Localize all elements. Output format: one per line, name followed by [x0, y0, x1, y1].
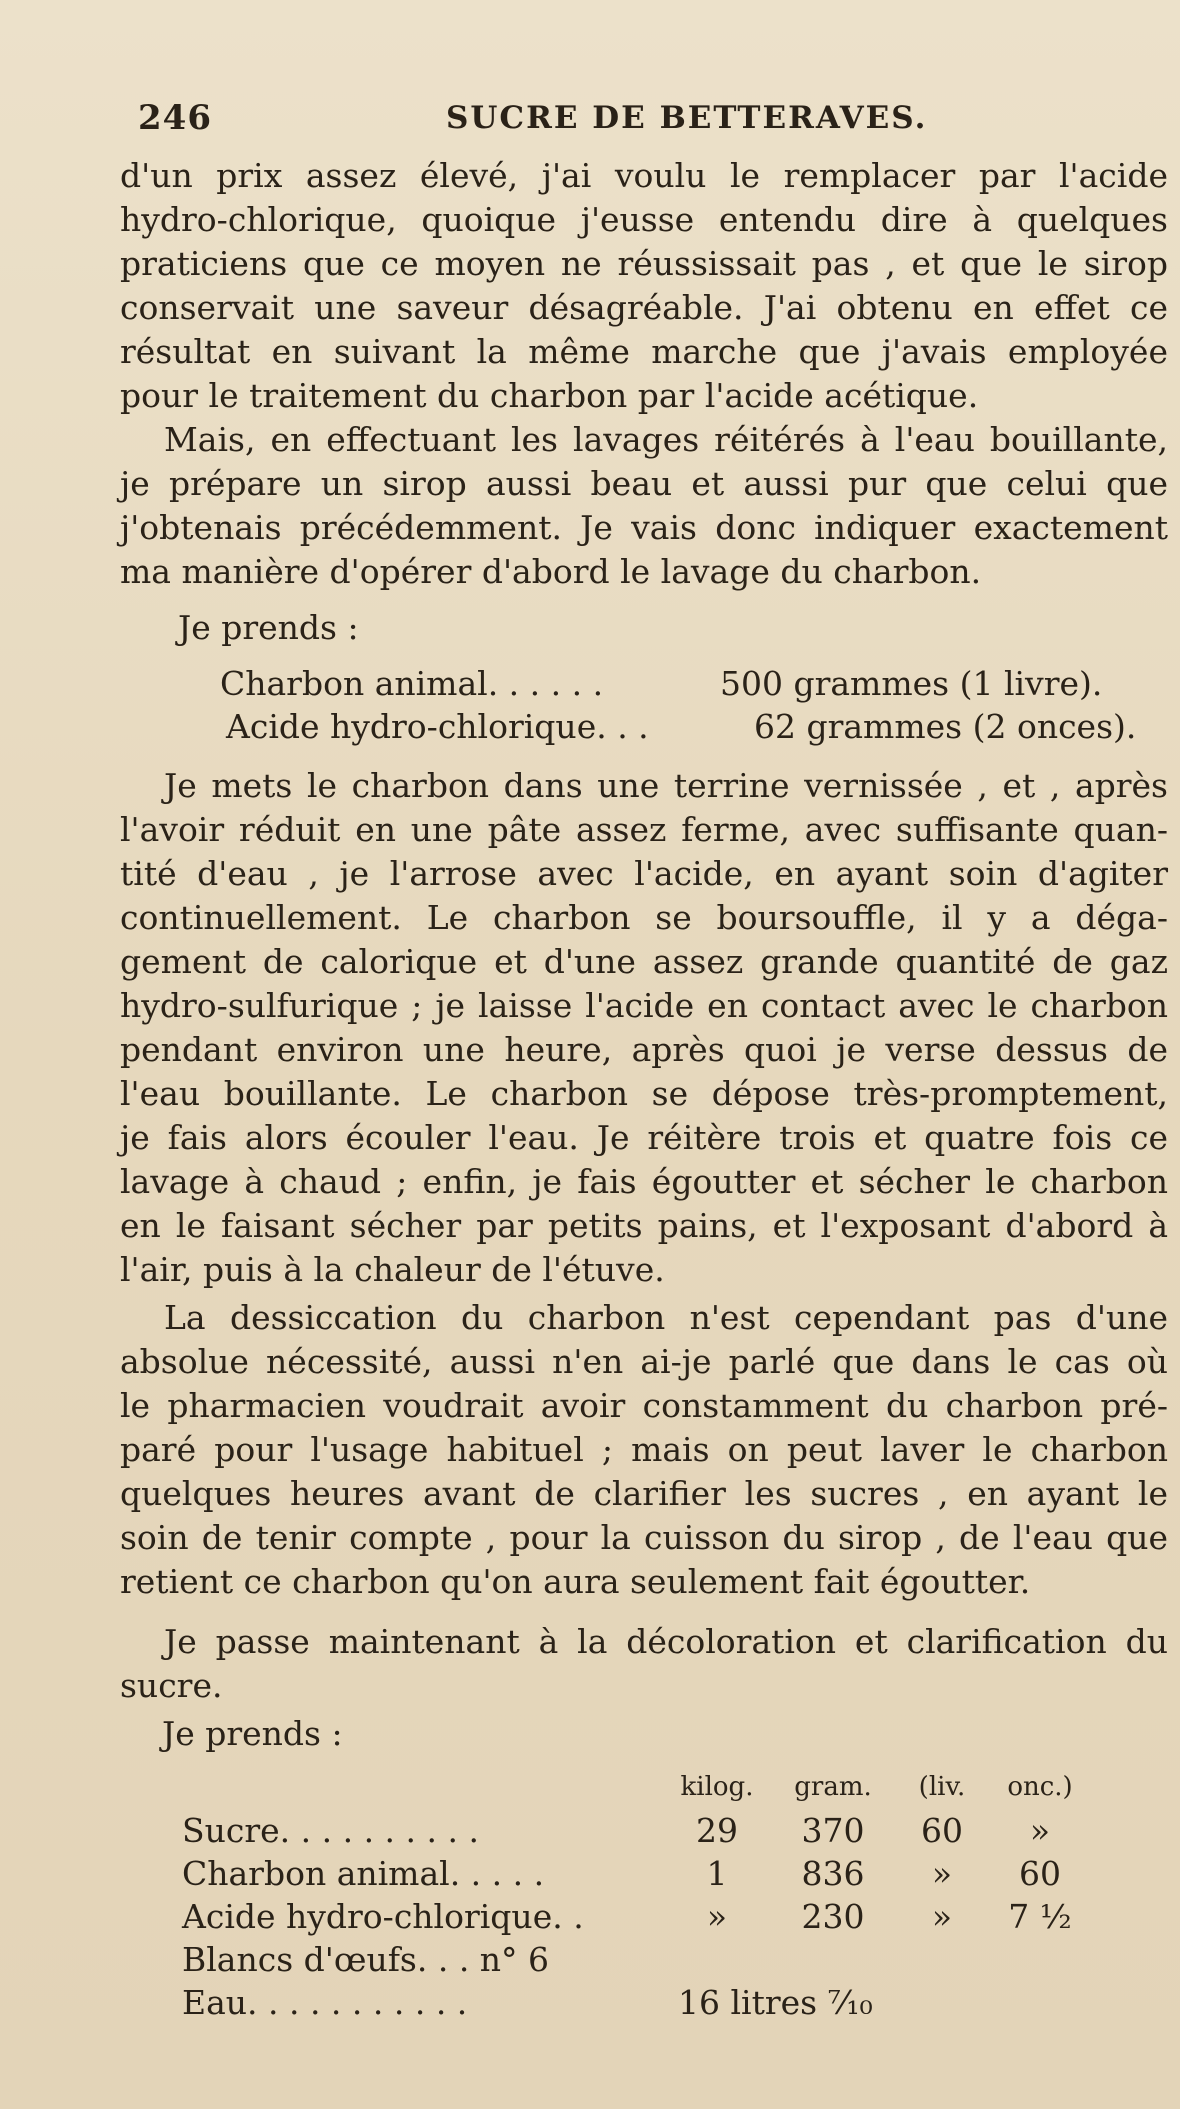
- table-row: [182, 1852, 1088, 1895]
- je-prends-2: Je prends :: [162, 1714, 343, 1753]
- text-line: continuellement. Le charbon se boursouffle, il y a déga-: [120, 898, 1168, 937]
- text-line: paré pour l'usage habituel ; mais on peut laver le charbon: [120, 1430, 1168, 1469]
- table-row: [220, 705, 1136, 748]
- gram-cell: 230: [801, 1897, 865, 1936]
- text-line: Je mets le charbon dans une terrine vernissée , et , après: [164, 766, 1168, 805]
- text-line: gement de calorique et d'une assez grande quantité de gaz: [120, 942, 1168, 981]
- table-row: [182, 1895, 1088, 1938]
- text-line: je prépare un sirop aussi beau et aussi pur que celui que: [120, 464, 1168, 503]
- table-row: [220, 662, 1136, 705]
- onc-cell: [992, 1981, 1088, 2024]
- text-line: l'air, puis à la chaleur de l'étuve.: [120, 1250, 665, 1289]
- column-header-liv: (liv.: [918, 1772, 966, 1802]
- gram-cell: 370: [801, 1811, 865, 1850]
- running-head: SUCRE DE BETTERAVES.: [446, 100, 928, 136]
- text-line: lavage à chaud ; enfin, je fais égoutter et sécher le charbon: [120, 1162, 1168, 1201]
- paragraph-2: [120, 418, 1168, 594]
- kilog-cell: 16 litres ⁷⁄₁₀: [678, 1983, 873, 2022]
- page-header: [138, 98, 1168, 144]
- liv-cell: 60: [921, 1811, 963, 1850]
- text-line: conservait une saveur désagréable. J'ai obtenu en effet ce: [120, 288, 1168, 327]
- text-line: d'un prix assez élevé, j'ai voulu le remplacer par l'acide: [120, 156, 1168, 195]
- table-row: [182, 1981, 1088, 2024]
- text-line: hydro-sulfurique ; je laisse l'acide en contact avec le charbon: [120, 986, 1168, 1025]
- liv-cell: »: [931, 1854, 953, 1893]
- recipe-ingredient: Sucre. . . . . . . . . .: [182, 1811, 479, 1850]
- gram-cell: [774, 1938, 892, 1981]
- liv-cell: [892, 1938, 992, 1981]
- text-line: tité d'eau , je l'arrose avec l'acide, en ayant soin d'agiter: [120, 854, 1168, 893]
- kilog-cell: [660, 1938, 774, 1981]
- text-line: l'avoir réduit en une pâte assez ferme, avec suffisante quan-: [120, 810, 1168, 849]
- text-line: j'obtenais précédemment. Je vais donc indiquer exactement: [120, 508, 1168, 547]
- text-line: absolue nécessité, aussi n'en ai-je parlé que dans le cas où: [120, 1342, 1168, 1381]
- table-header-row: [182, 1766, 1088, 1809]
- text-line: en le faisant sécher par petits pains, et l'exposant d'abord à: [120, 1206, 1168, 1245]
- recipe-ingredient: Eau. . . . . . . . . . .: [182, 1983, 468, 2022]
- recipe-table-1: [220, 662, 1136, 748]
- page-number: 246: [138, 98, 212, 138]
- text-line: l'eau bouillante. Le charbon se dépose très-promptement,: [120, 1074, 1168, 1113]
- recipe-table-2: [182, 1766, 1088, 2024]
- text-line: pendant environ une heure, après quoi je verse dessus de: [120, 1030, 1168, 1069]
- recipe-ingredient: Acide hydro-chlorique. .: [182, 1897, 584, 1936]
- column-header-gram: gram.: [794, 1772, 872, 1802]
- je-prends-1: Je prends :: [178, 608, 359, 647]
- text-line: retient ce charbon qu'on aura seulement fait égoutter.: [120, 1562, 1031, 1601]
- recipe-ingredient: Charbon animal. . . . . .: [220, 664, 604, 703]
- column-header-kilog: kilog.: [680, 1772, 754, 1802]
- text-line: praticiens que ce moyen ne réussissait pas , et que le sirop: [120, 244, 1168, 283]
- kilog-cell: 29: [696, 1811, 738, 1850]
- recipe-ingredient: Blancs d'œufs. . . n° 6: [182, 1940, 550, 1979]
- text-line: La dessiccation du charbon n'est cependant pas d'une: [164, 1298, 1168, 1337]
- recipe-quantity: 500 grammes (1 livre).: [720, 664, 1103, 703]
- column-header-onc: onc.): [1007, 1772, 1073, 1802]
- text-line: sucre.: [120, 1666, 223, 1705]
- text-line: pour le traitement du charbon par l'acide acétique.: [120, 376, 979, 415]
- paragraph-5: [120, 1620, 1168, 1708]
- kilog-cell: 1: [706, 1854, 728, 1893]
- text-line: ma manière d'opérer d'abord le lavage du charbon.: [120, 552, 982, 591]
- text-line: soin de tenir compte , pour la cuisson du sirop , de l'eau que: [120, 1518, 1168, 1557]
- liv-cell: »: [931, 1897, 953, 1936]
- text-line: Mais, en effectuant les lavages réitérés à l'eau bouillante,: [164, 420, 1168, 459]
- text-line: je fais alors écouler l'eau. Je réitère trois et quatre fois ce: [120, 1118, 1168, 1157]
- onc-cell: [992, 1938, 1088, 1981]
- table-row: [182, 1938, 1088, 1981]
- liv-cell: [892, 1981, 992, 2024]
- text-line: Je passe maintenant à la décoloration et clarification du: [164, 1622, 1168, 1661]
- paragraph-3: [120, 764, 1168, 1292]
- text-line: résultat en suivant la même marche que j'avais employée: [120, 332, 1168, 371]
- paragraph-4: [120, 1296, 1168, 1604]
- paragraph-1: [120, 154, 1168, 418]
- kilog-cell: »: [706, 1897, 728, 1936]
- text-line: le pharmacien voudrait avoir constamment du charbon pré-: [120, 1386, 1168, 1425]
- recipe-quantity: 62 grammes (2 onces).: [754, 707, 1137, 746]
- gram-cell: 836: [801, 1854, 865, 1893]
- onc-cell: 7 ½: [1008, 1897, 1072, 1936]
- recipe-ingredient: Charbon animal. . . . .: [182, 1854, 545, 1893]
- onc-cell: »: [1029, 1811, 1051, 1850]
- table-row: [182, 1809, 1088, 1852]
- text-line: quelques heures avant de clarifier les sucres , en ayant le: [120, 1474, 1168, 1513]
- recipe-ingredient: Acide hydro-chlorique. . .: [226, 707, 649, 746]
- onc-cell: 60: [1019, 1854, 1061, 1893]
- text-line: hydro-chlorique, quoique j'eusse entendu dire à quelques: [120, 200, 1168, 239]
